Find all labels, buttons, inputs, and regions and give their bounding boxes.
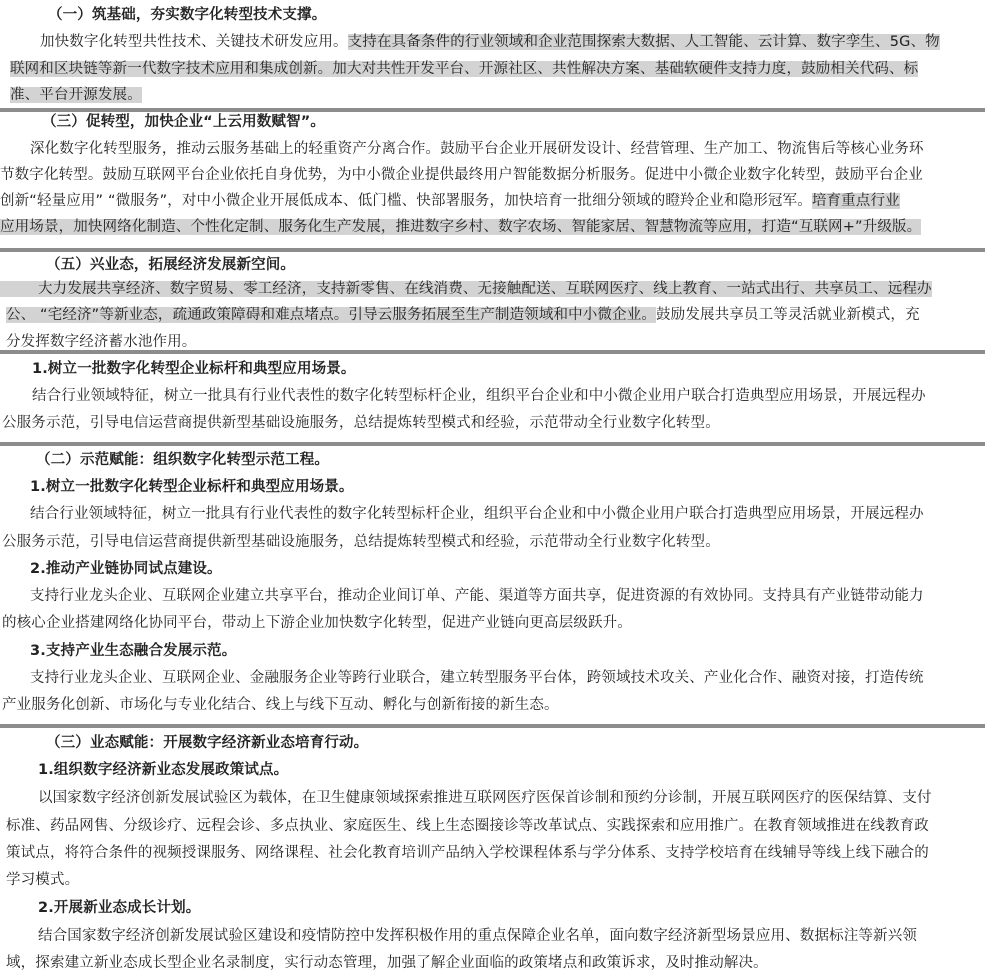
section-heading: 1.树立一批数字化转型企业标杆和典型应用场景。 [32, 361, 356, 377]
section-heading: （五）兴业态，拓展经济发展新空间。 [46, 257, 296, 273]
section-heading: （一）筑基础，夯实数字化转型技术支撑。 [48, 7, 327, 23]
paragraph-line: 节数字化转型。鼓励互联网平台企业依托自身优势，为中小微企业提供最终用户智能数据分析服务。促进中小微企业数字化转型，鼓励平台企业 [0, 167, 923, 183]
section-heading: （二）示范赋能：组织数字化转型示范工程。 [36, 452, 329, 468]
paragraph-line: 结合行业领域特征，树立一批具有行业代表性的数字化转型标杆企业，组织平台企业和中小微企业用户联合打造典型应用场景，开展远程办 [32, 388, 926, 404]
paragraph-line [0, 188, 900, 214]
paragraph-line: 支持行业龙头企业、互联网企业建立共享平台，推动企业间订单、产能、渠道等方面共享，促进资源的有效协同。支持具有产业链带动能力 [30, 588, 924, 604]
highlighted-text: 应用场景，加快网络化制造、个性化定制、服务化生产发展，推进数字乡村、数字农场、智能家居、智慧物流等应用，打造“互联网+”升级版。 [0, 219, 922, 235]
highlighted-text: 大力发展共享经济、数字贸易、零工经济，支持新零售、在线消费、无接触配送、互联网医疗、线上教育、一站式出行、共享员工、远程办 [0, 281, 932, 297]
highlighted-text: 培育重点行业 [811, 193, 900, 209]
paragraph-line: 分发挥数字经济蓄水池作用。 [6, 334, 197, 350]
paragraph-line [6, 302, 920, 328]
subsection-heading: 2.开展新业态成长计划。 [38, 900, 201, 916]
section-demonstration [0, 446, 985, 724]
highlighted-text: 准、平台开源发展。 [10, 87, 142, 103]
paragraph-line [10, 82, 142, 108]
subsection-heading: 1.树立一批数字化转型企业标杆和典型应用场景。 [30, 479, 354, 495]
subsection-heading: 2.推动产业链协同试点建设。 [30, 561, 222, 577]
section-build-foundation [0, 0, 985, 110]
subsection-heading: 1.组织数字经济新业态发展政策试点。 [38, 762, 289, 778]
paragraph-line: 结合行业领域特征，树立一批具有行业代表性的数字化转型标杆企业，组织平台企业和中小微企业用户联合打造典型应用场景，开展远程办 [30, 506, 924, 522]
section-new-business-cultivation [0, 728, 985, 980]
paragraph-line: 学习模式。 [6, 872, 80, 888]
paragraph-line: 标准、药品网售、分级诊疗、远程会诊、多点执业、家庭医生、线上生态圈接诊等改革试点、实践探索和应用推广。在教育领域推进在线教育政 [6, 818, 929, 834]
paragraph-line [40, 29, 940, 55]
paragraph-line [0, 214, 921, 240]
text-run: 加快数字化转型共性技术、关键技术研发应用。 [40, 34, 348, 50]
highlighted-text: 联网和区块链等新一代数字技术应用和集成创新。加大对共性开发平台、开源社区、共性解决方案、基础软硬件支持力度，鼓励相关代码、标 [10, 61, 919, 77]
paragraph-line: 产业服务化创新、市场化与专业化结合、线上与线下互动、孵化与创新衔接的新生态。 [2, 697, 559, 713]
text-run: 鼓励发展共享员工等灵活就业新模式，充 [656, 307, 920, 323]
section-heading: （三）促转型，加快企业“上云用数赋智”。 [42, 114, 326, 130]
highlighted-text: 支持在具备条件的行业领域和企业范围探索大数据、人工智能、云计算、数字孪生、5G、物 [347, 34, 940, 50]
paragraph-line: 以国家数字经济创新发展试验区为载体，在卫生健康领域探索推进互联网医疗医保首诊制和预约分诊制，开展互联网医疗的医保结算、支付 [38, 790, 932, 806]
section-benchmark [0, 354, 985, 442]
section-heading: （三）业态赋能：开展数字经济新业态培育行动。 [46, 735, 369, 751]
subsection-heading: 3.支持产业生态融合发展示范。 [30, 643, 237, 659]
text-run: 创新“轻量应用” “微服务”，对中小微企业开展低成本、低门槛、快部署服务，加快培育一批细分领域的瞪羚企业和隐形冠军。 [0, 193, 812, 209]
paragraph-line: 深化数字化转型服务，推动云服务基础上的轻重资产分离合作。鼓励平台企业开展研发设计、经营管理、生产加工、物流售后等核心业务环 [30, 141, 924, 157]
paragraph-line: 的核心企业搭建网络化协同平台，带动上下游企业加快数字化转型，促进产业链向更高层级跃升。 [2, 615, 632, 631]
paragraph-line: 域，探索建立新业态成长型企业名录制度，实行动态管理，加强了解企业面临的政策堵点和政策诉求，及时推动解决。 [6, 955, 768, 971]
section-promote-transformation [0, 112, 985, 250]
paragraph-line: 结合国家数字经济创新发展试验区建设和疫情防控中发挥积极作用的重点保障企业名单，面向数字经济新型场景应用、数据标注等新兴领 [38, 928, 917, 944]
paragraph-line: 公服务示范，引导电信运营商提供新型基础设施服务，总结提炼转型模式和经验，示范带动全行业数字化转型。 [2, 534, 720, 550]
paragraph-line: 公服务示范，引导电信运营商提供新型基础设施服务，总结提炼转型模式和经验，示范带动全行业数字化转型。 [2, 415, 720, 431]
paragraph-line: 支持行业龙头企业、互联网企业、金融服务企业等跨行业联合，建立转型服务平台体，跨领域技术攻关、产业化合作、融资对接，打造传统 [30, 670, 924, 686]
paragraph-line [10, 56, 918, 82]
paragraph-line [0, 276, 932, 302]
highlighted-text: 公、 “宅经济”等新业态，疏通政策障碍和难点堵点。引导云服务拓展至生产制造领域和中小微企业。 [6, 307, 657, 323]
paragraph-line: 策试点，将符合条件的视频授课服务、网络课程、社会化教育培训产品纳入学校课程体系与学分体系、支持学校培育在线辅导等线上线下融合的 [6, 845, 929, 861]
section-new-business-forms [0, 252, 985, 352]
